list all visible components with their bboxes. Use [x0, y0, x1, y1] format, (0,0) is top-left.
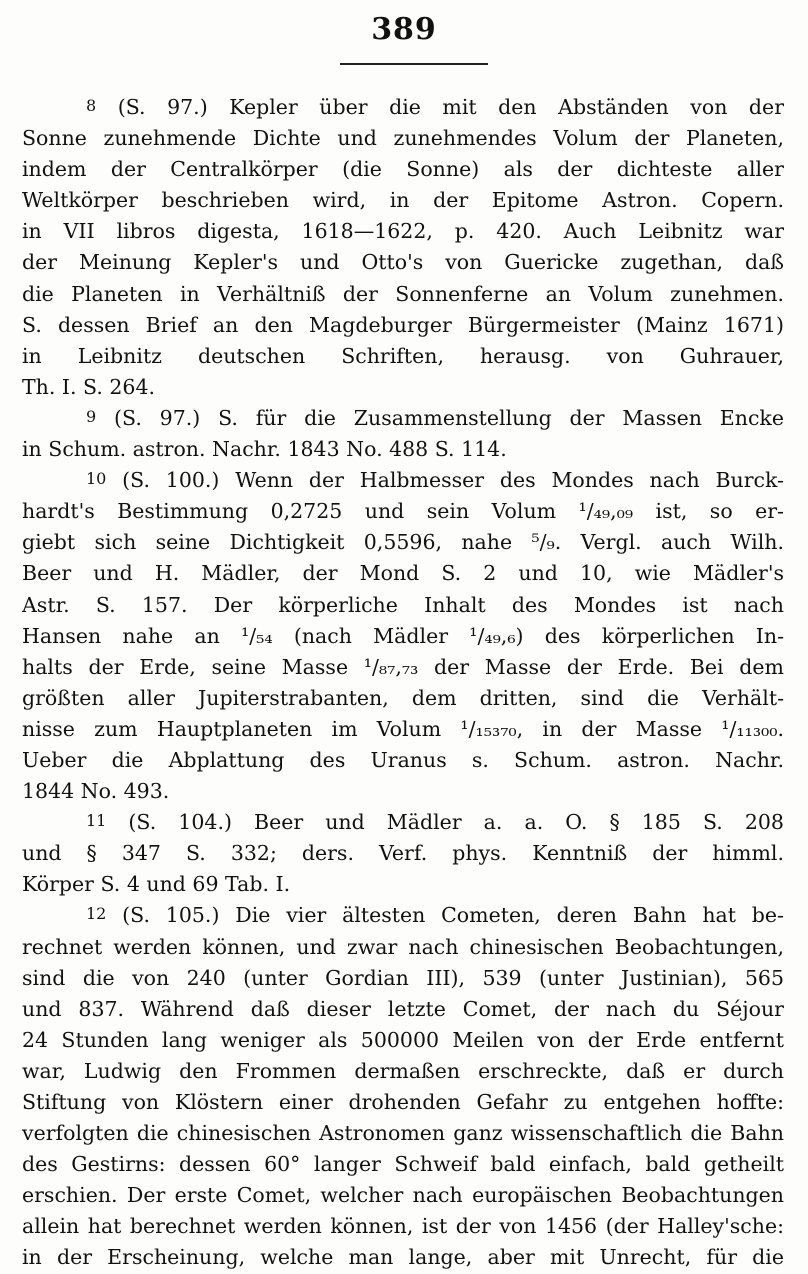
footnote-ref-number: 9 — [86, 406, 97, 426]
footnote-line — [22, 92, 784, 123]
footnote-line — [22, 154, 784, 185]
footnote-line-text: (S. 104.) Beer und Mädler a. a. O. § 185 S. 208 — [128, 810, 784, 835]
footnote-line-text: allein hat berechnet werden können, ist der von 1456 (der Halley'sche: — [22, 1214, 784, 1239]
footnote-line-text: Stiftung von Klöstern einer drohenden Gefahr zu entgehen hoffte: — [22, 1090, 784, 1114]
footnote-line — [22, 838, 784, 869]
footnote-line — [22, 869, 784, 900]
footnote-line-text: größten aller Jupiterstrabanten, dem dritten, sind die Verhält- — [22, 685, 784, 710]
footnote-line — [22, 1118, 784, 1149]
footnote-line-text: Weltkörper beschrieben wird, in der Epitome Astron. Copern. — [22, 188, 784, 213]
page-number: 389 — [371, 12, 437, 47]
footnote-line-text: in der Erscheinung, welche man lange, aber mit Unrecht, für die — [22, 1245, 784, 1270]
footnote-line — [22, 1242, 784, 1273]
footnote-line — [22, 1211, 784, 1242]
footnote-line-text: die Planeten in Verhältniß der Sonnenferne an Volum zunehmen. — [22, 281, 784, 306]
footnote-line — [22, 714, 784, 745]
footnote-line — [22, 994, 784, 1025]
footnote-line-text: in VII libros digesta, 1618—1622, p. 420. Auch Leibnitz war — [22, 219, 784, 244]
footnote-line — [22, 963, 784, 994]
footnote-line — [22, 279, 784, 310]
footnote-line-text: giebt sich seine Dichtigkeit 0,5596, nahe ⁵/₉. Vergl. auch Wilh. — [22, 530, 784, 555]
footnote-line-text: der Meinung Kepler's und Otto's von Guericke zugethan, daß — [22, 250, 784, 275]
footnote-line — [22, 123, 784, 154]
footnote-line-text: 1844 No. 493. — [22, 779, 170, 804]
footnote-line — [22, 1025, 784, 1056]
footnote-line — [22, 310, 784, 341]
footnote-ref-number: 12 — [86, 904, 107, 924]
footnote-line-text: rechnet werden können, und zwar nach chinesischen Beobachtungen, — [22, 934, 784, 959]
footnote-ref-number: 11 — [86, 811, 107, 831]
footnote-line-text: hardt's Bestimmung 0,2725 und sein Volum ¹/₄₉,₀₉ ist, so er- — [22, 499, 784, 524]
footnote-line — [22, 776, 784, 807]
footnote-line-text: in Leibnitz deutschen Schriften, herausg. von Guhrauer, — [22, 343, 784, 368]
footnote-line-text: (S. 97.) Kepler über die mit den Abständen von der — [117, 95, 784, 119]
footnote-line-text: verfolgten die chinesischen Astronomen ganz wissenschaftlich die Bahn — [22, 1121, 784, 1146]
footnotes-text — [22, 92, 784, 1274]
footnote-line — [22, 621, 784, 652]
footnote-line — [22, 434, 784, 465]
footnote-line-text: (S. 100.) Wenn der Halbmesser des Mondes nach Burck- — [122, 468, 784, 493]
footnote-line — [22, 1087, 784, 1118]
footnote-line-text: erschien. Der erste Comet, welcher nach europäischen Beobachtungen — [22, 1183, 784, 1208]
footnote-line-text: 24 Stunden lang weniger als 500000 Meilen von der Erde entfernt — [22, 1027, 784, 1052]
header-rule — [340, 63, 488, 65]
footnote-line — [22, 807, 784, 838]
footnote-line-text: indem der Centralkörper (die Sonne) als der dichteste aller — [22, 157, 784, 182]
footnote-line — [22, 341, 784, 372]
footnote-line — [22, 558, 784, 589]
footnote-line — [22, 247, 784, 278]
footnote-line — [22, 900, 784, 931]
footnote-line — [22, 683, 784, 714]
footnote-line-text: nisse zum Hauptplaneten im Volum ¹/₁₅₃₇₀, in der Masse ¹/₁₁₃₀₀. — [22, 716, 784, 741]
footnote-line — [22, 465, 784, 496]
footnote-line-text: in Schum. astron. Nachr. 1843 No. 488 S. 114. — [22, 437, 507, 462]
footnote-line-text: und § 347 S. 332; ders. Verf. phys. Kenntniß der himml. — [22, 841, 784, 866]
footnote-line-text: Astr. S. 157. Der körperliche Inhalt des Mondes ist nach — [22, 592, 784, 617]
footnote-line — [22, 185, 784, 216]
footnote-line-text: Sonne zunehmende Dichte und zunehmendes Volum der Planeten, — [22, 126, 784, 151]
footnote-line-text: (S. 105.) Die vier ältesten Cometen, deren Bahn hat be- — [122, 903, 784, 928]
footnote-line-text: Ueber die Abplattung des Uranus s. Schum. astron. Nachr. — [22, 747, 784, 772]
footnote-line-text: und 837. Während daß dieser letzte Comet, der nach du Séjour — [22, 996, 784, 1021]
footnote-line-text: des Gestirns: dessen 60° langer Schweif bald einfach, bald getheilt — [22, 1152, 784, 1177]
footnote-line-text: (S. 97.) S. für die Zusammenstellung der Massen Encke — [114, 405, 784, 430]
footnote-line-text: S. dessen Brief an den Magdeburger Bürgermeister (Mainz 1671) — [22, 312, 784, 337]
footnote-line-text: Hansen nahe an ¹/₅₄ (nach Mädler ¹/₄₉,₆) des körperlichen In- — [22, 623, 784, 648]
footnote-line — [22, 372, 784, 403]
footnote-line — [22, 216, 784, 247]
footnote-line-text: Beer und H. Mädler, der Mond S. 2 und 10, wie Mädler's — [22, 561, 784, 586]
footnote-ref-number: 8 — [86, 96, 97, 115]
footnote-line-text: sind die von 240 (unter Gordian III), 539 (unter Justinian), 565 — [22, 965, 784, 990]
footnote-line — [22, 932, 784, 963]
footnote-line — [22, 745, 784, 776]
footnote-line-text: Th. I. S. 264. — [22, 374, 156, 399]
footnote-line-text: Körper S. 4 und 69 Tab. I. — [22, 872, 291, 897]
footnote-line — [22, 496, 784, 527]
footnote-line — [22, 652, 784, 683]
footnote-line — [22, 1180, 784, 1211]
footnote-line-text: halts der Erde, seine Masse ¹/₈₇,₇₃ der Masse der Erde. Bei dem — [22, 654, 784, 679]
footnote-line-text: war, Ludwig den Frommen dermaßen erschreckte, daß er durch — [22, 1058, 784, 1083]
footnote-line — [22, 1056, 784, 1087]
footnote-ref-number: 10 — [86, 469, 107, 489]
footnote-line — [22, 403, 784, 434]
footnote-line — [22, 1149, 784, 1180]
footnote-line — [22, 527, 784, 558]
footnote-line — [22, 590, 784, 621]
